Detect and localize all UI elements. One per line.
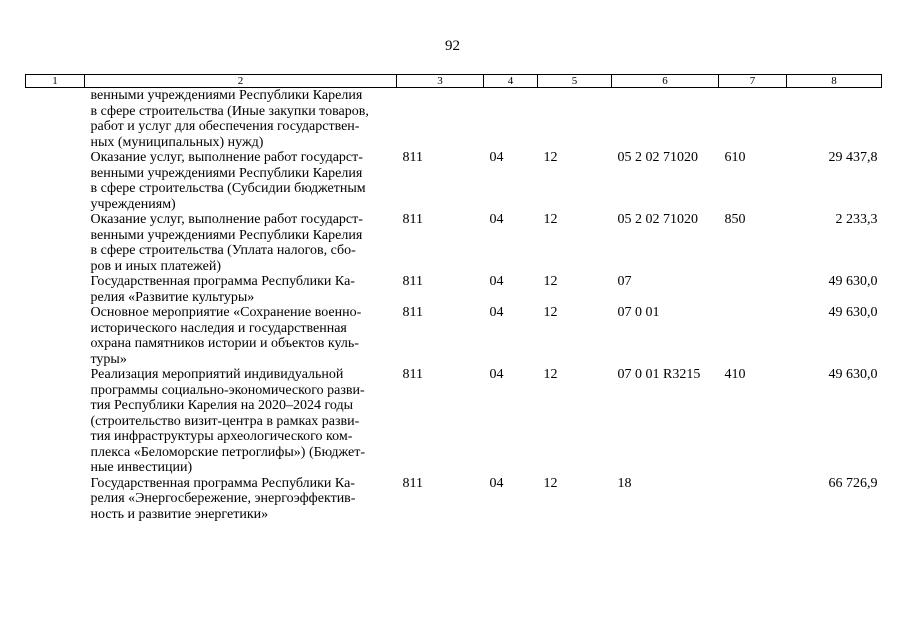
row-number-cell xyxy=(26,367,85,476)
subsection-code-cell: 12 xyxy=(543,475,558,491)
item-name-line: учреждениям) xyxy=(90,196,176,212)
ministry-code-cell xyxy=(397,88,484,151)
item-name-line: релия «Энергосбережение, энергоэффектив- xyxy=(90,491,356,506)
expense-type-cell: 410 xyxy=(724,367,746,382)
target-article-cell: 05 2 02 71020 xyxy=(617,212,698,227)
section-code-cell: 04 xyxy=(489,212,504,227)
item-name-cell xyxy=(85,476,397,523)
amount-cell: 66 726,9 xyxy=(828,475,878,491)
item-name-line: ных (муниципальных) нужд) xyxy=(90,134,264,150)
target-article-cell: 18 xyxy=(617,475,632,491)
column-header: 6 xyxy=(612,75,719,88)
expense-type-cell xyxy=(719,476,787,523)
item-name-line: Реализация мероприятий индивидуальной xyxy=(90,367,344,382)
item-name-line: тия инфраструктуры археологического ком- xyxy=(90,429,353,444)
item-name-line: ные инвестиции) xyxy=(90,460,193,475)
table-row xyxy=(26,150,882,212)
item-name-line: тия Республики Карелия на 2020–2024 годы xyxy=(90,398,354,413)
column-header: 2 xyxy=(85,75,397,88)
ministry-code-cell: 811 xyxy=(402,305,423,320)
expense-type-cell: 850 xyxy=(724,212,746,227)
page-number: 92 xyxy=(445,38,460,54)
subsection-code-cell: 12 xyxy=(543,274,558,289)
item-name-line: в сфере строительства (Субсидии бюджетным xyxy=(90,181,366,196)
item-name-line: работ и услуг для обеспечения государствен- xyxy=(90,119,360,134)
item-name-line: в сфере строительства (Уплата налогов, сбо- xyxy=(90,243,356,258)
amount-cell: 2 233,3 xyxy=(835,212,878,227)
ministry-code-cell: 811 xyxy=(402,475,423,491)
subsection-code-cell xyxy=(538,88,612,151)
item-name-cell xyxy=(85,305,397,367)
expense-type-cell xyxy=(719,274,787,305)
item-name-line: исторического наследия и государственная xyxy=(90,320,347,336)
row-number-cell xyxy=(26,212,85,274)
row-number-cell xyxy=(26,274,85,305)
item-name-cell xyxy=(85,88,397,151)
item-name-line: Основное мероприятие «Сохранение военно- xyxy=(90,305,362,320)
amount-cell: 49 630,0 xyxy=(828,274,878,289)
section-code-cell: 04 xyxy=(489,274,504,289)
item-name-line: Государственная программа Республики Ка- xyxy=(90,274,355,289)
target-article-cell: 07 0 01 xyxy=(617,305,660,320)
table-row xyxy=(26,305,882,367)
subsection-code-cell: 12 xyxy=(543,367,558,382)
amount-cell: 49 630,0 xyxy=(828,305,878,320)
target-article-cell xyxy=(612,88,719,151)
column-header: 7 xyxy=(719,75,787,88)
item-name-line: Государственная программа Республики Ка- xyxy=(90,475,355,491)
section-code-cell: 04 xyxy=(489,150,504,165)
item-name-line: программы социально-экономического разви- xyxy=(90,382,365,398)
amount-cell: 49 630,0 xyxy=(828,367,878,382)
ministry-code-cell: 811 xyxy=(402,274,423,289)
item-name-line: Оказание услуг, выполнение работ государст- xyxy=(90,212,363,227)
ministry-code-cell: 811 xyxy=(402,367,423,382)
row-number-cell xyxy=(26,476,85,523)
section-code-cell: 04 xyxy=(489,475,504,491)
table-row xyxy=(26,88,882,151)
table-row xyxy=(26,476,882,523)
section-code-cell: 04 xyxy=(489,367,504,382)
item-name-line: охрана памятников истории и объектов куль- xyxy=(90,336,359,351)
item-name-line: ров и иных платежей) xyxy=(90,258,222,274)
section-code-cell: 04 xyxy=(489,305,504,320)
item-name-line: венными учреждениями Республики Карелия xyxy=(90,165,363,181)
ministry-code-cell: 811 xyxy=(402,212,423,227)
row-number-cell xyxy=(26,150,85,212)
table-header-row xyxy=(26,75,882,88)
item-name-cell xyxy=(85,212,397,274)
subsection-code-cell: 12 xyxy=(543,150,558,165)
item-name-line: в сфере строительства (Иные закупки товаров, xyxy=(90,103,369,119)
table-row xyxy=(26,274,882,305)
amount-cell: 29 437,8 xyxy=(828,150,878,165)
item-name-line: венными учреждениями Республики Карелия xyxy=(90,88,363,103)
item-name-line: туры» xyxy=(90,351,127,367)
row-number-cell xyxy=(26,88,85,151)
item-name-cell xyxy=(85,274,397,305)
ministry-code-cell: 811 xyxy=(402,150,423,165)
target-article-cell: 07 xyxy=(617,274,632,289)
row-number-cell xyxy=(26,305,85,367)
item-name-line: венными учреждениями Республики Карелия xyxy=(90,227,363,243)
table-body xyxy=(26,88,882,523)
subsection-code-cell: 12 xyxy=(543,212,558,227)
target-article-cell: 05 2 02 71020 xyxy=(617,150,698,165)
section-code-cell xyxy=(484,88,538,151)
subsection-code-cell: 12 xyxy=(543,305,558,320)
item-name-cell xyxy=(85,150,397,212)
item-name-line: Оказание услуг, выполнение работ государст- xyxy=(90,150,363,165)
target-article-cell: 07 0 01 R3215 xyxy=(617,367,701,382)
item-name-line: плекса «Беломорские петроглифы») (Бюджет- xyxy=(90,444,365,460)
amount-cell xyxy=(787,88,882,151)
column-header: 3 xyxy=(397,75,484,88)
expense-type-cell: 610 xyxy=(724,150,746,165)
item-name-line: релия «Развитие культуры» xyxy=(90,289,255,305)
column-header: 4 xyxy=(484,75,538,88)
item-name-line: ность и развитие энергетики» xyxy=(90,506,269,522)
table-row xyxy=(26,367,882,476)
column-header: 1 xyxy=(26,75,85,88)
expense-type-cell xyxy=(719,305,787,367)
budget-table xyxy=(25,74,882,522)
column-header: 8 xyxy=(787,75,882,88)
item-name-line: (строительство визит-центра в рамках разви- xyxy=(90,413,360,429)
column-header: 5 xyxy=(538,75,612,88)
expense-type-cell xyxy=(719,88,787,151)
item-name-cell xyxy=(85,367,397,476)
table-row xyxy=(26,212,882,274)
